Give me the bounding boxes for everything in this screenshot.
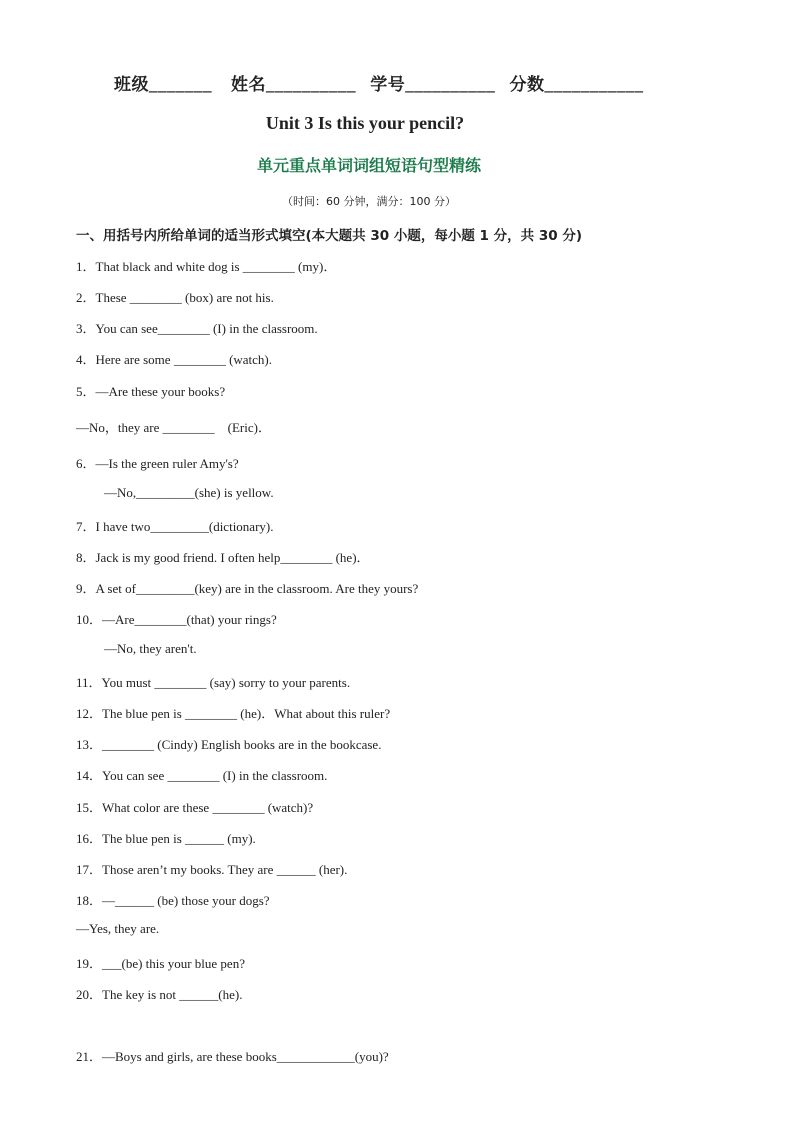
question-line: 15．What color are these ________ (watch)? <box>76 800 314 815</box>
time-info: （时间：60 分钟，满分：100 分） <box>282 195 456 208</box>
page-title: Unit 3 Is this your pencil? <box>265 113 465 133</box>
question-line: 17．Those aren’t my books. They are ______ (her). <box>76 862 348 877</box>
question-line: 16．The blue pen is ______ (my). <box>76 831 256 846</box>
question-line: 21．—Boys and girls, are these books____________(you)? <box>76 1049 389 1064</box>
question-line: 7．I have two_________(dictionary). <box>76 519 274 534</box>
section-title: 一、用括号内所给单词的适当形式填空(本大题共 30 小题，每小题 1 分，共 30 分) <box>76 228 583 244</box>
question-line: 20．The key is not ______(he). <box>76 987 243 1002</box>
question-line: —No，they are ________ (Eric)． <box>76 420 271 435</box>
question-line: —Yes, they are. <box>76 921 160 936</box>
question-line: 3．You can see________ (I) in the classroom. <box>76 321 318 336</box>
question-line: 4．Here are some ________ (watch). <box>76 352 273 367</box>
question-line: 9．A set of_________(key) are in the classroom. Are they yours? <box>76 581 419 596</box>
question-line: —No,_________(she) is yellow. <box>104 485 274 500</box>
question-line: 8．Jack is my good friend. I often help________ (he)． <box>76 550 370 565</box>
student-info-header: 班级_______ 姓名__________ 学号__________ 分数___________ <box>114 75 644 94</box>
question-line: 14．You can see ________ (I) in the classroom. <box>76 768 328 783</box>
question-line: 13．________ (Cindy) English books are in the bookcase. <box>76 737 382 752</box>
page-subtitle: 单元重点单词词组短语句型精练 <box>256 156 481 175</box>
question-line: 18．—______ (be) those your dogs? <box>76 893 270 908</box>
question-line: —No, they aren't. <box>104 641 197 656</box>
question-line: 5．—Are these your books? <box>76 384 226 399</box>
question-line: 12．The blue pen is ________ (he)．What about this ruler? <box>76 706 391 721</box>
question-line: 11．You must ________ (say) sorry to your parents. <box>76 675 351 690</box>
question-line: 6．—Is the green ruler Amy's? <box>76 456 239 471</box>
question-line: 1．That black and white dog is ________ (my)． <box>76 259 337 274</box>
question-line: 19．___(be) this your blue pen? <box>76 956 245 971</box>
question-line: 2．These ________ (box) are not his. <box>76 290 274 305</box>
question-line: 10．—Are________(that) your rings? <box>76 612 277 627</box>
